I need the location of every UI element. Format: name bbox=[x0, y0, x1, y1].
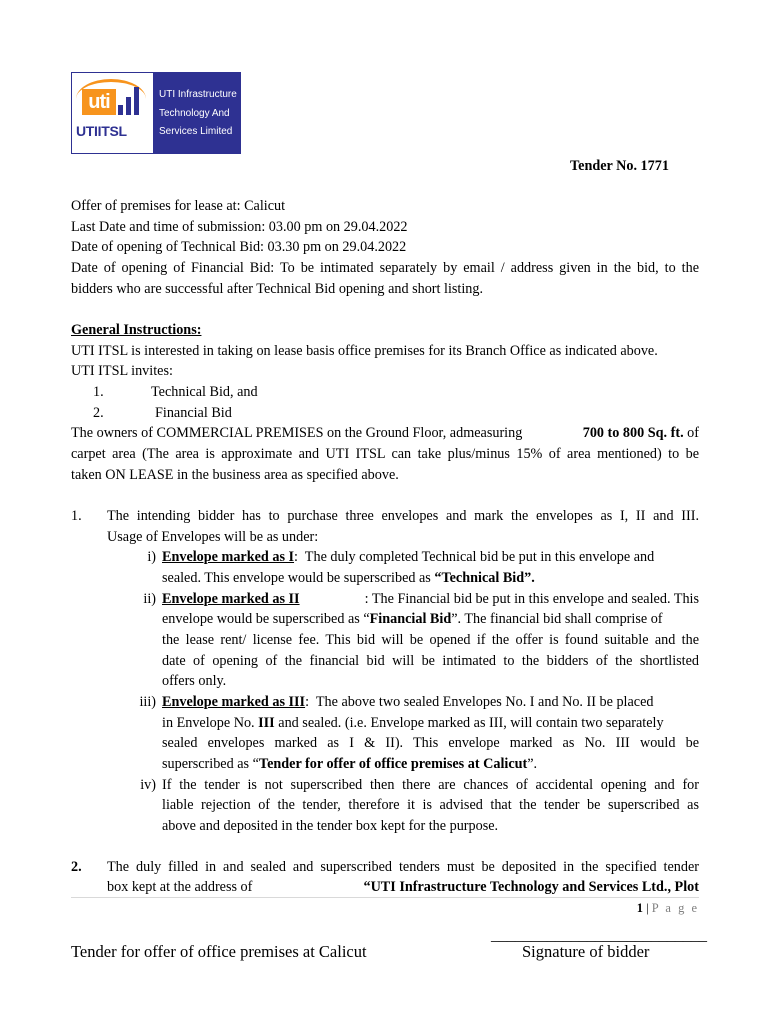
header-technical-bid-date: Date of opening of Technical Bid: 03.30 pm on 29.04.2022 bbox=[71, 239, 407, 255]
envelope-i-title: Envelope marked as I bbox=[162, 549, 295, 565]
item-1-line-2: Usage of Envelopes will be as under: bbox=[107, 529, 319, 545]
sub-ii-text: envelope would be superscribed as “ bbox=[162, 611, 370, 627]
sub-iv-line-1: If the tender is not superscribed then there are chances of accidental opening and for bbox=[162, 777, 699, 793]
item-2-line-2 bbox=[107, 877, 699, 898]
page-num: 1 bbox=[636, 901, 644, 915]
sub-iii-line-3: sealed envelopes marked as I & II). This envelope marked as No. III would be bbox=[162, 735, 699, 751]
logo-name-line: Services Limited bbox=[159, 126, 233, 137]
invite-text: Technical Bid, and bbox=[151, 384, 258, 400]
sub-ii-label: ii) bbox=[143, 591, 156, 607]
sub-i-text: : The duly completed Technical bid be put in this envelope and bbox=[294, 549, 655, 565]
owners-text-end: of bbox=[683, 425, 699, 441]
header-submission-date: Last Date and time of submission: 03.00 pm on 29.04.2022 bbox=[71, 219, 408, 235]
sub-iv-label: iv) bbox=[140, 777, 156, 793]
general-invites: UTI ITSL invites: bbox=[71, 363, 173, 379]
sub-iii-text: in Envelope No. bbox=[162, 715, 259, 731]
page-sep: | bbox=[643, 901, 652, 915]
owners-line-3: taken ON LEASE in the business area as specified above. bbox=[71, 467, 399, 483]
logo-name-line: Technology And bbox=[159, 107, 230, 119]
invite-text: Financial Bid bbox=[155, 405, 232, 421]
header-financial-bid-date-cont: bidders who are successful after Technical Bid opening and short listing. bbox=[71, 281, 484, 297]
logo-abbr: UTIITSL bbox=[76, 123, 127, 139]
tender-number: Tender No. 1771 bbox=[570, 158, 669, 174]
sub-ii-text: ”. The financial bid shall comprise of bbox=[451, 611, 663, 627]
sub-ii-line-3: the lease rent/ license fee. This bid will be opened if the offer is found suitable and the bbox=[162, 632, 699, 648]
logo-mark bbox=[71, 72, 154, 154]
logo-uti-text: uti bbox=[82, 89, 116, 115]
footer-tender-title: Tender for offer of office premises at Calicut bbox=[71, 942, 367, 961]
page-label: P a g e bbox=[651, 901, 699, 915]
envelope-iii-ref: III bbox=[258, 715, 275, 731]
header-financial-bid-date: Date of opening of Financial Bid: To be intimated separately by email / address given in the bid, to the bbox=[71, 260, 699, 276]
signature-label: Signature of bidder bbox=[522, 942, 650, 961]
logo-name-line: UTI Infrastructure bbox=[159, 89, 237, 100]
superscription-label: Tender for offer of office premises at Calicut bbox=[258, 756, 528, 772]
signature-line: ___________________________ bbox=[491, 927, 707, 944]
owners-line-1 bbox=[71, 423, 699, 444]
item-2-number: 2. bbox=[71, 859, 82, 875]
address-label: “UTI Infrastructure Technology and Services Ltd., Plot bbox=[363, 879, 699, 895]
sub-ii-line-1 bbox=[162, 589, 699, 610]
sub-iii-line-4 bbox=[162, 754, 699, 775]
sub-iii-line-2 bbox=[162, 713, 699, 734]
sub-iv-line-2: liable rejection of the tender, therefore it is advised that the tender be superscribed as bbox=[162, 797, 699, 813]
envelope-iii-title: Envelope marked as III bbox=[162, 694, 306, 710]
sub-i-label: i) bbox=[147, 549, 156, 565]
logo-company-name bbox=[159, 86, 239, 142]
item-1-line-1: The intending bidder has to purchase three envelopes and mark the envelopes as I, II and III. bbox=[107, 508, 699, 524]
sub-iv-line-3: above and deposited in the tender box kept for the purpose. bbox=[162, 818, 499, 834]
sub-iii-line-1 bbox=[162, 692, 699, 713]
logo-bars-icon bbox=[116, 83, 144, 115]
general-instructions-heading: General Instructions: bbox=[71, 322, 202, 338]
sub-iii-text: and sealed. (i.e. Envelope marked as III, will contain two separately bbox=[274, 715, 664, 731]
envelope-ii-title: Envelope marked as II bbox=[162, 591, 300, 607]
sub-ii-line-5: offers only. bbox=[162, 673, 227, 689]
general-intro: UTI ITSL is interested in taking on lease basis office premises for its Branch Office as indicated above. bbox=[71, 343, 658, 359]
sub-i-text: sealed. This envelope would be superscribed as bbox=[162, 570, 435, 586]
sub-i-line-1 bbox=[162, 547, 699, 568]
sub-iii-text: : The above two sealed Envelopes No. I and No. II be placed bbox=[305, 694, 654, 710]
item-2-text: box kept at the address of bbox=[107, 879, 256, 895]
technical-bid-label: “Technical Bid”. bbox=[434, 570, 535, 586]
item-1-number: 1. bbox=[71, 508, 82, 524]
sub-ii-line-4: date of opening of the financial bid will be intimated to the bidders of the shortlisted bbox=[162, 653, 699, 669]
page-number bbox=[600, 898, 699, 919]
sub-iii-text: superscribed as “ bbox=[162, 756, 259, 772]
sub-i-line-2 bbox=[162, 568, 699, 589]
owners-line-2: carpet area (The area is approximate and UTI ITSL can take plus/minus 15% of area mentioned) to be bbox=[71, 446, 699, 462]
invite-num: 2. bbox=[93, 405, 104, 421]
invite-num: 1. bbox=[93, 384, 104, 400]
company-logo bbox=[71, 72, 241, 154]
sub-ii-text: : The Financial bid be put in this envelope and sealed. This bbox=[364, 591, 699, 607]
sub-ii-line-2 bbox=[162, 609, 699, 630]
area-range: 700 to 800 Sq. ft. bbox=[582, 425, 684, 441]
financial-bid-label: Financial Bid bbox=[369, 611, 452, 627]
sub-iii-text: ”. bbox=[527, 756, 538, 772]
sub-iii-label: iii) bbox=[139, 694, 156, 710]
owners-text: The owners of COMMERCIAL PREMISES on the Ground Floor, admeasuring bbox=[71, 425, 526, 441]
item-2-line-1: The duly filled in and sealed and superscribed tenders must be deposited in the specified tender bbox=[107, 859, 699, 875]
header-location: Offer of premises for lease at: Calicut bbox=[71, 198, 286, 214]
